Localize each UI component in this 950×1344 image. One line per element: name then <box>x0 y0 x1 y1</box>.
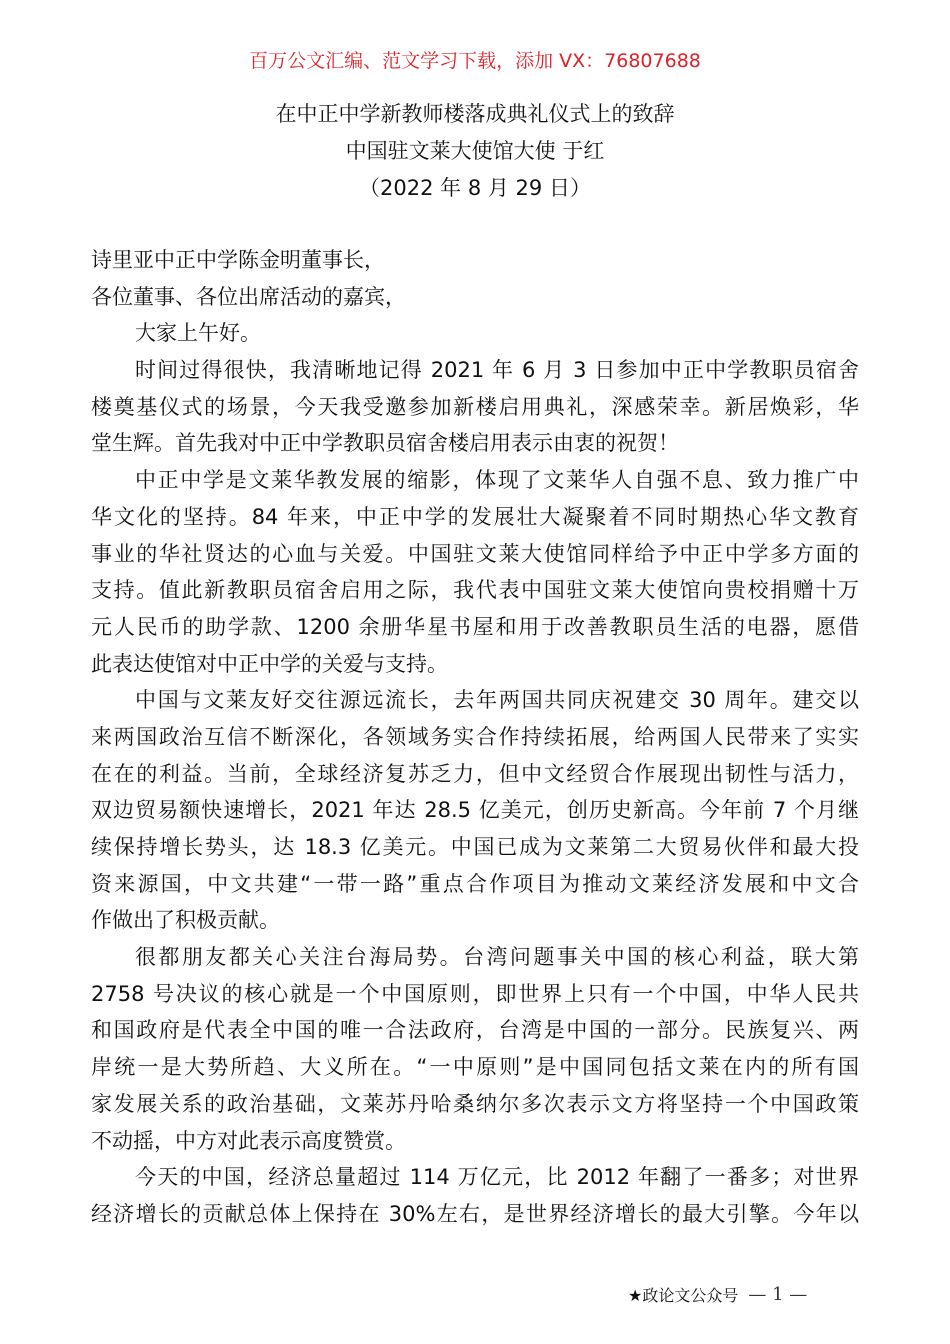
paragraph-line: 岸统一是大势所趋、大义所在。“一中原则”是中国同包括文莱在内的所有国 <box>91 1055 859 1080</box>
document-author: 中国驻文莱大使馆大使 于红 <box>345 139 605 163</box>
paragraph <box>91 462 859 682</box>
paragraph-line: 2758 号决议的核心就是一个中国原则，即世界上只有一个中国，中华人民共 <box>91 981 859 1006</box>
paragraph-line: 此表达使馆对中正中学的关爱与支持。 <box>91 651 448 676</box>
paragraph-line: 很都朋友都关心关注台海局势。台湾问题事关中国的核心利益，联大第 <box>135 945 859 970</box>
paragraph-line: 时间过得很快，我清晰地记得 2021 年 6 月 3 日参加中正中学教职员宿舍 <box>135 358 859 383</box>
page-number: — 1 — <box>748 1284 808 1305</box>
paragraph-line: 双边贸易额快速增长，2021 年达 28.5 亿美元，创历史新高。今年前 7 个月继 <box>91 798 859 823</box>
paragraph-line: 元人民币的助学款、1200 余册华星书屋和用于改善教职员生活的电器，愿借 <box>91 614 859 639</box>
document-body <box>91 242 859 1233</box>
paragraph-line: 大家上午好。 <box>135 321 261 346</box>
paragraph-line: 华文化的坚持。84 年来，中正中学的发展壮大凝聚着不同时期热心华文教育 <box>91 504 859 529</box>
paragraph <box>91 242 859 279</box>
paragraph <box>91 315 859 352</box>
paragraph <box>91 352 859 462</box>
paragraph <box>91 939 859 1159</box>
paragraph-line: 支持。值此新教职员宿舍启用之际，我代表中国驻文莱大使馆向贵校捐赠十万 <box>91 578 859 603</box>
paragraph-line: 中正中学是文莱华教发展的缩影，体现了文莱华人自强不息、致力推广中 <box>135 468 859 493</box>
paragraph-line: 作做出了积极贡献。 <box>91 908 280 933</box>
paragraph <box>91 682 859 939</box>
page-footer <box>628 1283 807 1306</box>
document-date: （2022 年 8 月 29 日） <box>359 176 591 200</box>
paragraph-line: 在在的利益。当前，全球经济复苏乏力，但中文经贸合作展现出韧性与活力， <box>91 761 859 786</box>
footer-source: ★政论文公众号 <box>628 1286 739 1305</box>
paragraph-line: 经济增长的贡献总体上保持在 30%左右，是世界经济增长的最大引擎。今年以 <box>91 1201 859 1226</box>
paragraph-line: 楼奠基仪式的场景，今天我受邀参加新楼启用典礼，深感荣幸。新居焕彩，华 <box>91 394 859 419</box>
paragraph-line: 诗里亚中正中学陈金明董事长， <box>91 248 385 272</box>
paragraph-line: 今天的中国，经济总量超过 114 万亿元，比 2012 年翻了一番多；对世界 <box>135 1165 859 1190</box>
paragraph-line: 资来源国，中文共建“一带一路”重点合作项目为推动文莱经济发展和中文合 <box>91 871 859 896</box>
paragraph-line: 续保持增长势头，达 18.3 亿美元。中国已成为文莱第二大贸易伙伴和最大投 <box>91 835 859 859</box>
paragraph-line: 堂生辉。首先我对中正中学教职员宿舍楼启用表示由衷的祝贺！ <box>91 431 679 456</box>
paragraph <box>91 1159 859 1232</box>
document-title: 在中正中学新教师楼落成典礼仪式上的致辞 <box>275 102 675 126</box>
paragraph-line: 和国政府是代表全中国的唯一合法政府，台湾是中国的一部分。民族复兴、两 <box>91 1018 859 1043</box>
paragraph-line: 中国与文莱友好交往源远流长，去年两国共同庆祝建交 30 周年。建交以 <box>135 688 859 713</box>
paragraph-line: 不动摇，中方对此表示高度赞赏。 <box>91 1128 406 1153</box>
paragraph-line: 家发展关系的政治基础，文莱苏丹哈桑纳尔多次表示文方将坚持一个中国政策 <box>91 1091 859 1116</box>
paragraph-line: 来两国政治互信不断深化，各领域务实合作持续拓展，给两国人民带来了实实 <box>91 724 859 749</box>
watermark-banner: 百万公文汇编、范文学习下载，添加 VX：76807688 <box>249 50 701 72</box>
paragraph-line: 事业的华社贤达的心血与关爱。中国驻文莱大使馆同样给予中正中学多方面的 <box>91 541 859 566</box>
paragraph <box>91 279 859 316</box>
paragraph-line: 各位董事、各位出席活动的嘉宾， <box>91 284 406 309</box>
